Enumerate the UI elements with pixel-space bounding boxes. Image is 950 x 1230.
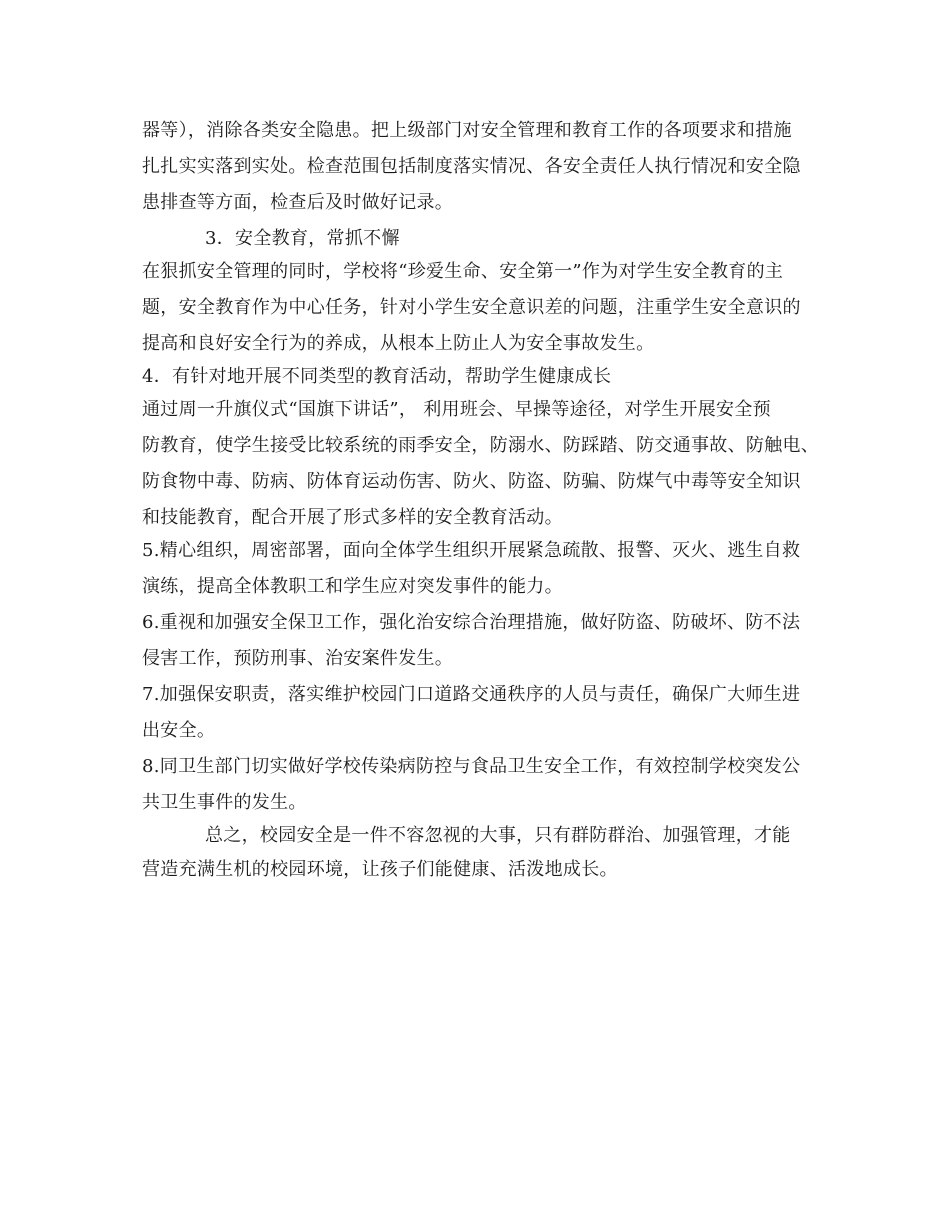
list-item-7: 7.加强保安职责，落实维护校园门口道路交通秩序的人员与责任，确保广大师生进 <box>142 684 801 705</box>
text-line: 患排查等方面，检查后及时做好记录。 <box>142 192 454 213</box>
text-line: 题，安全教育作为中心任务，针对小学生安全意识差的问题，注重学生安全意识的 <box>142 297 801 318</box>
section-heading: 4．有针对地开展不同类型的教育活动，帮助学生健康成长 <box>142 366 612 387</box>
text-line: 通过周一升旗仪式“国旗下讲话”， 利用班会、早操等途径，对学生开展安全预 <box>142 399 771 420</box>
text-line: 出安全。 <box>142 720 216 741</box>
section-heading: 3．安全教育，常抓不懈 <box>205 228 400 249</box>
list-item-8: 8.同卫生部门切实做好学校传染病防控与食品卫生安全工作，有效控制学校突发公 <box>142 756 801 777</box>
text-line: 侵害工作，预防刑事、治安案件发生。 <box>142 648 454 669</box>
text-line: 在狠抓安全管理的同时，学校将“珍爱生命、安全第一”作为对学生安全教育的主 <box>142 261 784 282</box>
text-line: 营造充满生机的校园环境，让孩子们能健康、活泼地成长。 <box>142 859 618 880</box>
text-line: 扎扎实实落到实处。检查范围包括制度落实情况、各安全责任人执行情况和安全隐 <box>142 156 801 177</box>
text-line: 器等），消除各类安全隐患。把上级部门对安全管理和教育工作的各项要求和措施 <box>142 120 792 141</box>
list-item-6: 6.重视和加强安全保卫工作，强化治安综合治理措施，做好防盗、防破坏、防不法 <box>142 612 801 633</box>
text-line: 演练，提高全体教职工和学生应对突发事件的能力。 <box>142 576 563 597</box>
text-line: 防教育，使学生接受比较系统的雨季安全，防溺水、防踩踏、防交通事故、防触电、 <box>142 435 820 456</box>
text-line: 提高和良好安全行为的养成，从根本上防止人为安全事故发生。 <box>142 333 655 354</box>
list-item-5: 5.精心组织，周密部署，面向全体学生组织开展紧急疏散、报警、灭火、逃生自救 <box>142 540 801 561</box>
text-line: 共卫生事件的发生。 <box>142 792 307 813</box>
conclusion-line: 总之，校园安全是一件不容忽视的大事，只有群防群治、加强管理，才能 <box>205 825 791 846</box>
text-line: 和技能教育，配合开展了形式多样的安全教育活动。 <box>142 507 563 528</box>
text-line: 防食物中毒、防病、防体育运动伤害、防火、防盗、防骗、防煤气中毒等安全知识 <box>142 471 801 492</box>
